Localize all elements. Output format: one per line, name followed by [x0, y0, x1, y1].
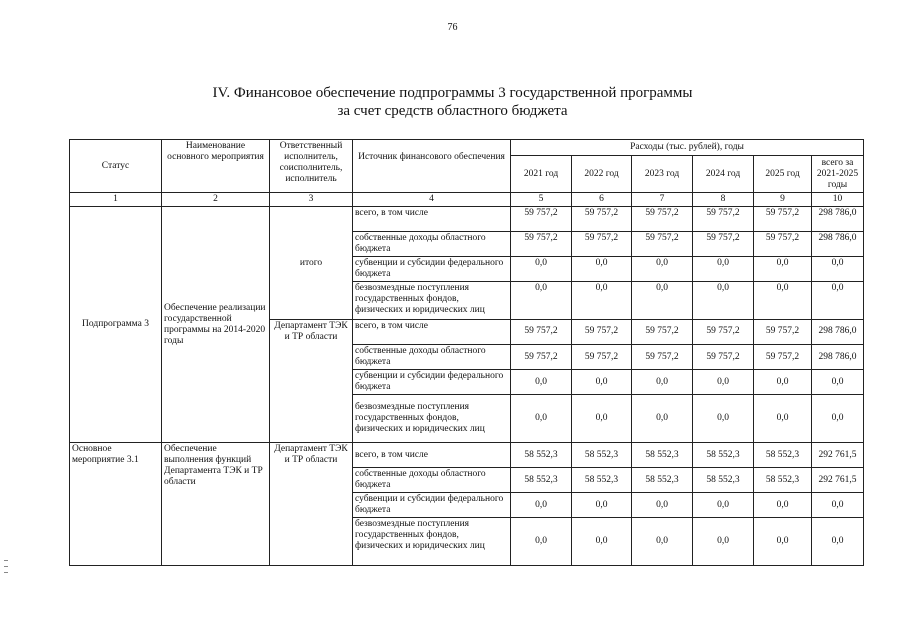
value-cell: 59 757,2 — [693, 207, 754, 232]
executor-cell: Департамент ТЭК и ТР области — [270, 443, 353, 566]
source-cell: субвенции и субсидии федерального бюджета — [353, 257, 511, 282]
value-cell: 0,0 — [632, 395, 693, 443]
financing-table — [69, 139, 864, 566]
source-cell: безвозмездные поступления государственных фондов, физических и юридических лиц — [353, 395, 511, 443]
page-title — [0, 84, 905, 120]
column-number: 6 — [572, 193, 632, 207]
column-number: 10 — [812, 193, 864, 207]
header-status: Статус — [70, 140, 162, 193]
value-cell: 0,0 — [812, 257, 864, 282]
title-line-2: за счет средств областного бюджета — [337, 103, 568, 119]
status-cell: Основное мероприятие 3.1 — [70, 443, 162, 566]
value-cell: 59 757,2 — [632, 345, 693, 370]
value-cell: 59 757,2 — [754, 320, 812, 345]
value-cell: 58 552,3 — [632, 443, 693, 468]
value-cell: 0,0 — [693, 282, 754, 320]
value-cell: 59 757,2 — [511, 320, 572, 345]
value-cell: 59 757,2 — [511, 232, 572, 257]
header-expenses: Расходы (тыс. рублей), годы — [511, 140, 864, 156]
measure-cell: Обеспечение выполнения функций Департамента ТЭК и ТР области — [162, 443, 270, 566]
value-cell: 0,0 — [693, 518, 754, 566]
column-number: 3 — [270, 193, 353, 207]
value-cell: 59 757,2 — [754, 207, 812, 232]
margin-mark — [4, 572, 8, 573]
value-cell: 0,0 — [812, 518, 864, 566]
column-number: 9 — [754, 193, 812, 207]
value-cell: 58 552,3 — [693, 468, 754, 493]
column-numbers-row — [70, 193, 864, 207]
value-cell: 58 552,3 — [754, 468, 812, 493]
column-number: 2 — [162, 193, 270, 207]
value-cell: 0,0 — [511, 257, 572, 282]
value-cell: 0,0 — [632, 518, 693, 566]
value-cell: 0,0 — [812, 282, 864, 320]
value-cell: 298 786,0 — [812, 207, 864, 232]
value-cell: 58 552,3 — [511, 443, 572, 468]
value-cell: 58 552,3 — [572, 468, 632, 493]
value-cell: 0,0 — [572, 493, 632, 518]
margin-marks — [4, 560, 8, 578]
executor-cell: Департамент ТЭК и ТР области — [270, 320, 353, 443]
value-cell: 59 757,2 — [511, 207, 572, 232]
source-cell: всего, в том числе — [353, 320, 511, 345]
executor-cell: итого — [270, 207, 353, 320]
value-cell: 59 757,2 — [754, 345, 812, 370]
page-number: 76 — [447, 22, 458, 33]
table-row — [70, 443, 864, 468]
value-cell: 59 757,2 — [693, 320, 754, 345]
value-cell: 0,0 — [754, 493, 812, 518]
value-cell: 0,0 — [511, 370, 572, 395]
header-year: 2024 год — [693, 156, 754, 193]
column-number: 8 — [693, 193, 754, 207]
value-cell: 0,0 — [572, 518, 632, 566]
header-measure: Наименование основного мероприятия — [162, 140, 270, 193]
header-year: 2025 год — [754, 156, 812, 193]
value-cell: 58 552,3 — [572, 443, 632, 468]
value-cell: 298 786,0 — [812, 345, 864, 370]
value-cell: 298 786,0 — [812, 232, 864, 257]
value-cell: 0,0 — [572, 395, 632, 443]
value-cell: 59 757,2 — [511, 345, 572, 370]
value-cell: 0,0 — [572, 370, 632, 395]
table-row — [70, 207, 864, 232]
source-cell: безвозмездные поступления государственных фондов, физических и юридических лиц — [353, 518, 511, 566]
header-year: 2023 год — [632, 156, 693, 193]
value-cell: 298 786,0 — [812, 320, 864, 345]
margin-mark — [4, 560, 8, 561]
value-cell: 59 757,2 — [572, 207, 632, 232]
value-cell: 0,0 — [812, 493, 864, 518]
column-number: 1 — [70, 193, 162, 207]
title-line-1: IV. Финансовое обеспечение подпрограммы 3 государственной программы — [212, 85, 693, 101]
header-source: Источник финансового обеспечения — [353, 140, 511, 193]
value-cell: 0,0 — [693, 493, 754, 518]
value-cell: 59 757,2 — [572, 345, 632, 370]
value-cell: 58 552,3 — [693, 443, 754, 468]
source-cell: собственные доходы областного бюджета — [353, 468, 511, 493]
source-cell: собственные доходы областного бюджета — [353, 232, 511, 257]
value-cell: 0,0 — [511, 395, 572, 443]
value-cell: 0,0 — [572, 282, 632, 320]
value-cell: 59 757,2 — [693, 345, 754, 370]
value-cell: 0,0 — [632, 370, 693, 395]
value-cell: 0,0 — [693, 395, 754, 443]
source-cell: субвенции и субсидии федерального бюджета — [353, 493, 511, 518]
column-number: 5 — [511, 193, 572, 207]
source-cell: всего, в том числе — [353, 207, 511, 232]
measure-cell: Обеспечение реализации государственной программы на 2014-2020 годы — [162, 207, 270, 443]
source-cell: субвенции и субсидии федерального бюджета — [353, 370, 511, 395]
value-cell: 0,0 — [693, 370, 754, 395]
value-cell: 59 757,2 — [632, 207, 693, 232]
value-cell: 59 757,2 — [754, 232, 812, 257]
header-year: 2022 год — [572, 156, 632, 193]
value-cell: 59 757,2 — [632, 232, 693, 257]
value-cell: 0,0 — [511, 493, 572, 518]
value-cell: 58 552,3 — [511, 468, 572, 493]
value-cell: 292 761,5 — [812, 443, 864, 468]
value-cell: 59 757,2 — [632, 320, 693, 345]
status-cell: Подпрограмма 3 — [70, 207, 162, 443]
header-year: 2021 год — [511, 156, 572, 193]
column-number: 7 — [632, 193, 693, 207]
value-cell: 58 552,3 — [754, 443, 812, 468]
value-cell: 292 761,5 — [812, 468, 864, 493]
value-cell: 0,0 — [511, 518, 572, 566]
value-cell: 0,0 — [812, 370, 864, 395]
value-cell: 0,0 — [754, 518, 812, 566]
value-cell: 0,0 — [632, 493, 693, 518]
margin-mark — [4, 566, 8, 567]
value-cell: 58 552,3 — [632, 468, 693, 493]
value-cell: 0,0 — [632, 282, 693, 320]
header-executor: Ответственный исполнитель, соисполнитель, исполнитель — [270, 140, 353, 193]
value-cell: 0,0 — [812, 395, 864, 443]
value-cell: 0,0 — [511, 282, 572, 320]
value-cell: 59 757,2 — [693, 232, 754, 257]
value-cell: 0,0 — [754, 282, 812, 320]
column-number: 4 — [353, 193, 511, 207]
value-cell: 0,0 — [572, 257, 632, 282]
header-year-total: всего за 2021-2025 годы — [812, 156, 864, 193]
value-cell: 59 757,2 — [572, 232, 632, 257]
value-cell: 0,0 — [632, 257, 693, 282]
value-cell: 59 757,2 — [572, 320, 632, 345]
source-cell: всего, в том числе — [353, 443, 511, 468]
value-cell: 0,0 — [754, 370, 812, 395]
value-cell: 0,0 — [693, 257, 754, 282]
value-cell: 0,0 — [754, 257, 812, 282]
source-cell: безвозмездные поступления государственных фондов, физических и юридических лиц — [353, 282, 511, 320]
value-cell: 0,0 — [754, 395, 812, 443]
source-cell: собственные доходы областного бюджета — [353, 345, 511, 370]
